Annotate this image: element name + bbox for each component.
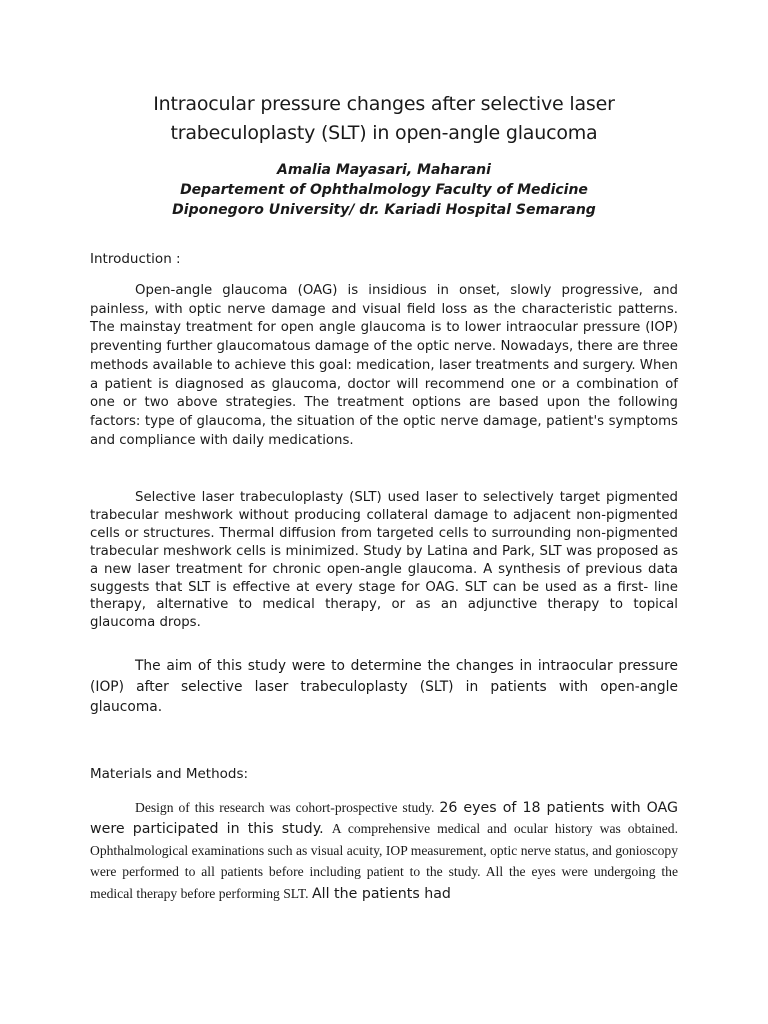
methods-paragraph <box>90 798 678 905</box>
title-line-1: Intraocular pressure changes after selective laser <box>153 93 615 115</box>
methods-text-segment-4: All the patients had <box>311 885 451 902</box>
affiliation-line-1: Departement of Ophthalmology Faculty of Medicine <box>180 182 588 198</box>
intro-paragraph-3: The aim of this study were to determine the changes in intraocular pressure (IOP) after selective laser trabeculoplasty (SLT) in patients with open-angle glaucoma. <box>90 658 678 715</box>
title-line-2: trabeculoplasty (SLT) in open-angle glaucoma <box>170 122 598 144</box>
intro-paragraph-1: Open-angle glaucoma (OAG) is insidious in onset, slowly progressive, and painless, with optic nerve damage and visual field loss as the characteristic patterns. The mainstay treatment for open angle glaucoma is to lower intraocular pressure (IOP) preventing further glaucomatous damage of the optic nerve. Nowadays, there are three methods available to achieve this goal: medication, laser treatments and surgery. When a patient is diagnosed as glaucoma, doctor will recommend one or a combination of one or two above strategies. The treatment options are based upon the following factors: type of glaucoma, the situation of the optic nerve damage, patient's symptoms and compliance with daily medications. <box>90 283 678 448</box>
methods-text-segment-1: Design of this research was cohort-prospective study. <box>135 800 440 815</box>
methods-text-segment-3: A comprehensive medical and ocular history was obtained. Ophthalmological examinations such as visual acuity, IOP measurement, optic nerve status, and gonioscopy were performed to all patients before including patient to the study. All the eyes were undergoing the medical therapy before performing SLT. <box>90 821 678 901</box>
intro-paragraph-2: Selective laser trabeculoplasty (SLT) used laser to selectively target pigmented trabecular meshwork without producing collateral damage to adjacent non-pigmented cells or structures. Thermal diffusion from targeted cells to surrounding non-pigmented trabecular meshwork cells is minimized. Study by Latina and Park, SLT was proposed as a new laser treatment for chronic open-angle glaucoma. A synthesis of previous data suggests that SLT is effective at every stage for OAG. SLT can be used as a first- line therapy, alternative to medical therapy, or as an adjunctive therapy to topical glaucoma drops. <box>90 490 678 631</box>
paper-title <box>90 90 678 148</box>
introduction-heading: Introduction : <box>90 251 181 267</box>
affiliation-line-2: Diponegoro University/ dr. Kariadi Hospital Semarang <box>172 202 596 218</box>
methods-heading: Materials and Methods: <box>90 766 249 782</box>
methods-text-segment-2: 26 eyes of 18 patients with OAG were participated in this study. <box>90 800 678 838</box>
author-names: Amalia Mayasari, Maharani <box>277 162 491 178</box>
author-block <box>90 160 678 220</box>
